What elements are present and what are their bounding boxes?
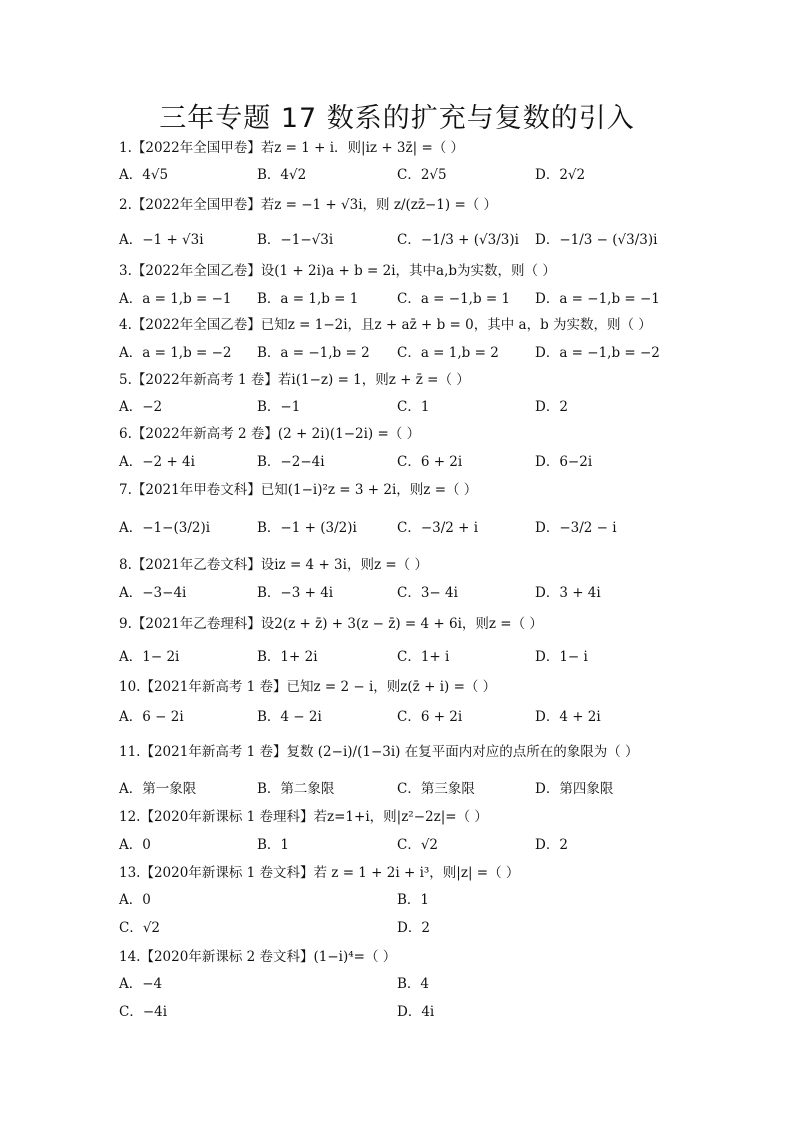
option-c: C．a = −1,b = 1 xyxy=(397,291,511,307)
option-d: D．4 + 2i xyxy=(535,709,601,725)
question-stem: 9.【2021年乙卷理科】设2(z + z̄) + 3(z − z̄) = 4 + 6i，则z =（ ） xyxy=(119,616,543,632)
option-a: A．−1−(3/2)i xyxy=(119,520,211,536)
option-c: C．−1/3 + (√3/3)i xyxy=(397,232,519,248)
question-stem: 14.【2020年新课标 2 卷文科】(1−i)⁴=（ ） xyxy=(119,949,397,965)
option-a: A．a = 1,b = −1 xyxy=(119,291,232,307)
option-b: B．4 − 2i xyxy=(257,709,322,725)
option-a: A．第一象限 xyxy=(119,781,197,797)
option-d: D．a = −1,b = −2 xyxy=(535,345,660,361)
option-b: B．4√2 xyxy=(257,167,307,183)
question-stem: 10.【2021年新高考 1 卷】已知z = 2 − i，则z(z̄ + i) =（ ） xyxy=(119,679,497,695)
question-stem: 7.【2021年甲卷文科】已知(1−i)²z = 3 + 2i，则z =（ ） xyxy=(119,482,478,498)
option-d: D．a = −1,b = −1 xyxy=(535,291,660,307)
option-b: B．4 xyxy=(397,976,430,992)
option-c: C．6 + 2i xyxy=(397,454,463,470)
question-stem: 11.【2021年新高考 1 卷】复数 (2−i)/(1−3i) 在复平面内对应的点所在的象限为（ ） xyxy=(119,744,639,760)
question-stem: 13.【2020年新课标 1 卷文科】若 z = 1 + 2i + i³，则|z| =（ ） xyxy=(119,865,520,881)
question-stem: 6.【2022年新高考 2 卷】(2 + 2i)(1−2i) =（ ） xyxy=(119,426,421,442)
option-d: D．1− i xyxy=(535,649,588,665)
option-c: C．−3/2 + i xyxy=(397,520,479,536)
option-c: C．√2 xyxy=(119,920,161,936)
question-stem: 1.【2022年全国甲卷】若z = 1 + i．则|iz + 3z̄| =（ ） xyxy=(119,140,465,156)
option-a: A．4√5 xyxy=(119,167,169,183)
option-d: D．4i xyxy=(397,1004,435,1020)
option-d: D．第四象限 xyxy=(535,781,614,797)
option-a: A．1− 2i xyxy=(119,649,180,665)
question-stem: 3.【2022年全国乙卷】设(1 + 2i)a + b = 2i，其中a,b为实数，则（ ） xyxy=(119,263,556,279)
option-a: A．0 xyxy=(119,837,151,853)
option-a: A．−2 xyxy=(119,399,163,415)
option-a: A．−4 xyxy=(119,976,163,992)
option-d: D．−3/2 − i xyxy=(535,520,617,536)
option-b: B．−1 xyxy=(257,399,301,415)
option-a: A．−3−4i xyxy=(119,585,187,601)
question-stem: 5.【2022年新高考 1 卷】若i(1−z) = 1，则z + z̄ =（ ） xyxy=(119,372,470,388)
option-d: D．2 xyxy=(535,399,568,415)
option-b: B．1+ 2i xyxy=(257,649,318,665)
option-c: C．1 xyxy=(397,399,430,415)
option-c: C．a = 1,b = 2 xyxy=(397,345,499,361)
option-c: C．第三象限 xyxy=(397,781,475,797)
option-b: B．1 xyxy=(257,837,290,853)
option-a: A．−1 + √3i xyxy=(119,232,204,248)
question-stem: 8.【2021年乙卷文科】设iz = 4 + 3i，则z =（ ） xyxy=(119,557,428,573)
option-b: B．−1−√3i xyxy=(257,232,334,248)
question-stem: 4.【2022年全国乙卷】已知z = 1−2i，且z + az̄ + b = 0，其中 a，b 为实数，则（ ） xyxy=(119,317,652,333)
option-c: C．−4i xyxy=(119,1004,168,1020)
option-d: D．−1/3 − (√3/3)i xyxy=(535,232,658,248)
option-a: A．−2 + 4i xyxy=(119,454,195,470)
option-b: B．a = −1,b = 2 xyxy=(257,345,370,361)
option-a: A．a = 1,b = −2 xyxy=(119,345,232,361)
option-c: C．√2 xyxy=(397,837,439,853)
option-d: D．2√2 xyxy=(535,167,586,183)
option-b: B．−2−4i xyxy=(257,454,325,470)
option-c: C．6 + 2i xyxy=(397,709,463,725)
option-d: D．2 xyxy=(397,920,430,936)
page-title: 三年专题 17 数系的扩充与复数的引入 xyxy=(159,103,635,134)
option-c: C．1+ i xyxy=(397,649,450,665)
option-b: B．−3 + 4i xyxy=(257,585,334,601)
option-b: B．−1 + (3/2)i xyxy=(257,520,357,536)
option-a: A．0 xyxy=(119,892,151,908)
option-b: B．第二象限 xyxy=(257,781,335,797)
option-d: D．3 + 4i xyxy=(535,585,601,601)
question-stem: 12.【2020年新课标 1 卷理科】若z=1+i，则|z²−2z|=（ ） xyxy=(119,809,488,825)
option-c: C．3− 4i xyxy=(397,585,458,601)
question-stem: 2.【2022年全国甲卷】若z = −1 + √3i，则 z/(zz̄−1) =（ ） xyxy=(119,197,498,213)
option-b: B．1 xyxy=(397,892,430,908)
option-c: C．2√5 xyxy=(397,167,447,183)
option-d: D．6−2i xyxy=(535,454,593,470)
option-b: B．a = 1,b = 1 xyxy=(257,291,359,307)
option-d: D．2 xyxy=(535,837,568,853)
option-a: A．6 − 2i xyxy=(119,709,184,725)
